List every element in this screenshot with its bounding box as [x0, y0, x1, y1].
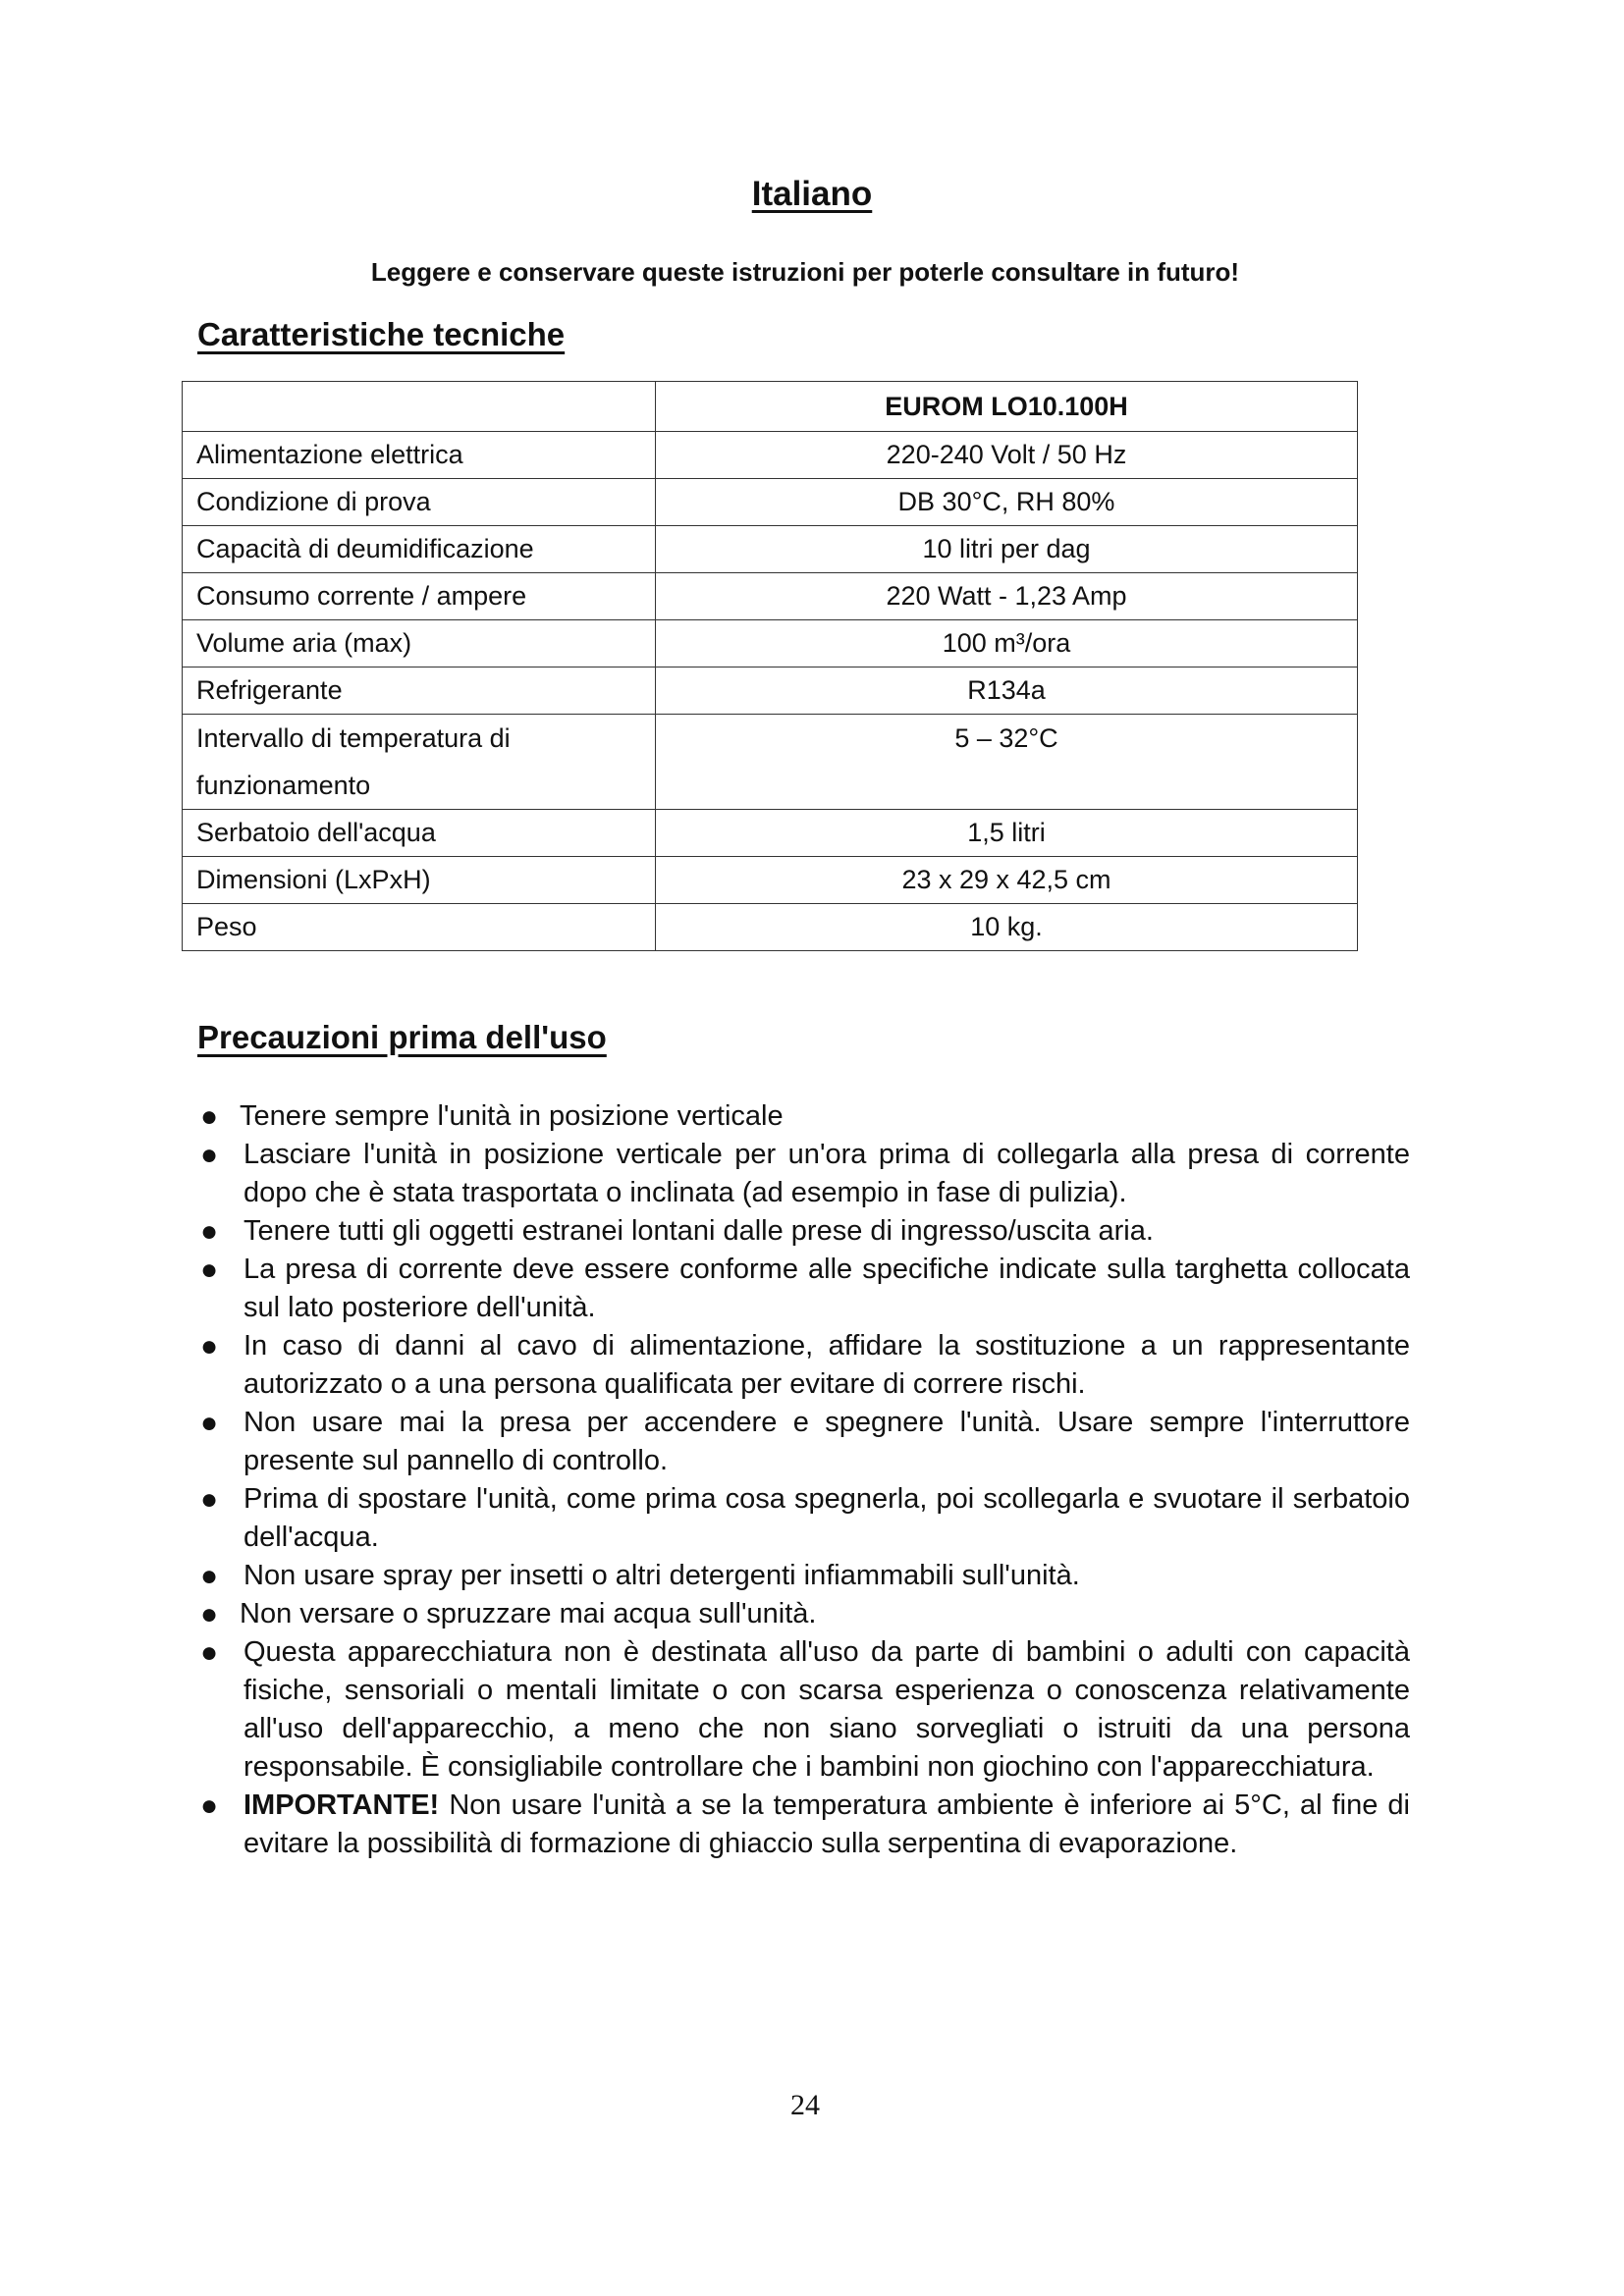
- spec-value: 5 – 32°C: [656, 715, 1358, 810]
- bullet-icon: ●: [200, 1560, 219, 1592]
- table-row: [183, 810, 1358, 857]
- table-row: [183, 573, 1358, 620]
- bullet-icon: ●: [200, 1483, 219, 1516]
- spec-value: 10 litri per dag: [656, 526, 1358, 573]
- list-item: [196, 1251, 1410, 1327]
- bullet-icon: ●: [200, 1330, 219, 1362]
- precaution-text: La presa di corrente deve essere conforme alle specifiche indicate sulla targhetta collocata sul lato posteriore dell'unità.: [244, 1254, 1410, 1323]
- precaution-text: Non usare mai la presa per accendere e spegnere l'unità. Usare sempre l'interruttore presente sul pannello di controllo.: [244, 1407, 1410, 1476]
- table-row: [183, 857, 1358, 904]
- precaution-text: Tenere sempre l'unità in posizione verticale: [240, 1100, 784, 1132]
- spec-value: 220 Watt - 1,23 Amp: [656, 573, 1358, 620]
- list-item: [196, 1787, 1410, 1863]
- spec-label: Condizione di prova: [183, 479, 656, 526]
- specs-table: [182, 381, 1358, 951]
- page-number: 24: [790, 2089, 820, 2121]
- spec-label: Intervallo di temperatura di funzionamento: [183, 715, 656, 810]
- page-title: Italiano: [751, 175, 873, 213]
- precaution-text: In caso di danni al cavo di alimentazione, affidare la sostituzione a un rappresentante autorizzato o a una persona qualificata per evitare di correre rischi.: [244, 1330, 1410, 1400]
- precaution-text: Non versare o spruzzare mai acqua sull'unità.: [240, 1598, 817, 1629]
- spec-label: Alimentazione elettrica: [183, 432, 656, 479]
- table-row: [183, 432, 1358, 479]
- table-row: [183, 667, 1358, 715]
- keep-instructions-notice: Leggere e conservare queste istruzioni per poterle consultare in futuro!: [370, 257, 1240, 287]
- list-item: [196, 1633, 1410, 1787]
- spec-label: Serbatoio dell'acqua: [183, 810, 656, 857]
- spec-label: Dimensioni (LxPxH): [183, 857, 656, 904]
- precautions-list: [196, 1097, 1410, 1863]
- spec-value: 1,5 litri: [656, 810, 1358, 857]
- spec-value: 10 kg.: [656, 904, 1358, 951]
- spec-value: DB 30°C, RH 80%: [656, 479, 1358, 526]
- list-item: [196, 1480, 1410, 1557]
- specs-header-row: [183, 382, 1358, 432]
- bullet-icon: ●: [200, 1139, 219, 1171]
- precaution-text: Tenere tutti gli oggetti estranei lontani dalle prese di ingresso/uscita aria.: [244, 1215, 1154, 1247]
- important-text: Non usare l'unità a se la temperatura ambiente è inferiore ai 5°C, al fine di evitare la possibilità di formazione di ghiaccio sulla serpentina di evaporazione.: [244, 1789, 1410, 1859]
- spec-label: Refrigerante: [183, 667, 656, 715]
- important-label: IMPORTANTE!: [244, 1789, 440, 1821]
- spec-label: Capacità di deumidificazione: [183, 526, 656, 573]
- spec-value: R134a: [656, 667, 1358, 715]
- table-row: [183, 715, 1358, 810]
- precaution-text: Questa apparecchiatura non è destinata all'uso da parte di bambini o adulti con capacità fisiche, sensoriali o mentali limitate o con scarsa esperienza o conoscenza relativamente all'uso dell'apparecchio, a meno che non siano sorvegliati o istruiti da una persona responsabile. È consigliabile controllare che i bambini non giochino con l'apparecchiatura.: [244, 1636, 1410, 1783]
- bullet-icon: ●: [200, 1407, 219, 1439]
- bullet-icon: ●: [200, 1100, 219, 1133]
- bullet-icon: ●: [200, 1215, 219, 1248]
- bullet-icon: ●: [200, 1789, 219, 1822]
- spec-label: Consumo corrente / ampere: [183, 573, 656, 620]
- bullet-icon: ●: [200, 1636, 219, 1669]
- spec-label: Volume aria (max): [183, 620, 656, 667]
- model-name: EUROM LO10.100H: [656, 382, 1358, 432]
- spec-value: 220-240 Volt / 50 Hz: [656, 432, 1358, 479]
- spec-value: 100 m³/ora: [656, 620, 1358, 667]
- table-row: [183, 904, 1358, 951]
- list-item: [196, 1327, 1410, 1404]
- spec-value: 23 x 29 x 42,5 cm: [656, 857, 1358, 904]
- table-row: [183, 620, 1358, 667]
- list-item: [196, 1136, 1410, 1212]
- precaution-text: Lasciare l'unità in posizione verticale per un'ora prima di collegarla alla presa di corrente dopo che è stata trasportata o inclinata (ad esempio in fase di pulizia).: [244, 1139, 1410, 1208]
- precaution-text: Prima di spostare l'unità, come prima cosa spegnerla, poi scollegarla e svuotare il serbatoio dell'acqua.: [244, 1483, 1410, 1553]
- list-item: [196, 1212, 1410, 1251]
- bullet-icon: ●: [200, 1254, 219, 1286]
- list-item: [196, 1404, 1410, 1480]
- list-item: [196, 1595, 1410, 1633]
- spec-label: Peso: [183, 904, 656, 951]
- specs-heading: Caratteristiche tecniche: [197, 316, 566, 352]
- table-row: [183, 479, 1358, 526]
- list-item: [196, 1097, 1410, 1136]
- precaution-text: Non usare spray per insetti o altri detergenti infiammabili sull'unità.: [244, 1560, 1080, 1591]
- specs-header-blank: [183, 382, 656, 432]
- table-row: [183, 526, 1358, 573]
- bullet-icon: ●: [200, 1598, 219, 1630]
- list-item: [196, 1557, 1410, 1595]
- precautions-heading: Precauzioni prima dell'uso: [197, 1019, 607, 1055]
